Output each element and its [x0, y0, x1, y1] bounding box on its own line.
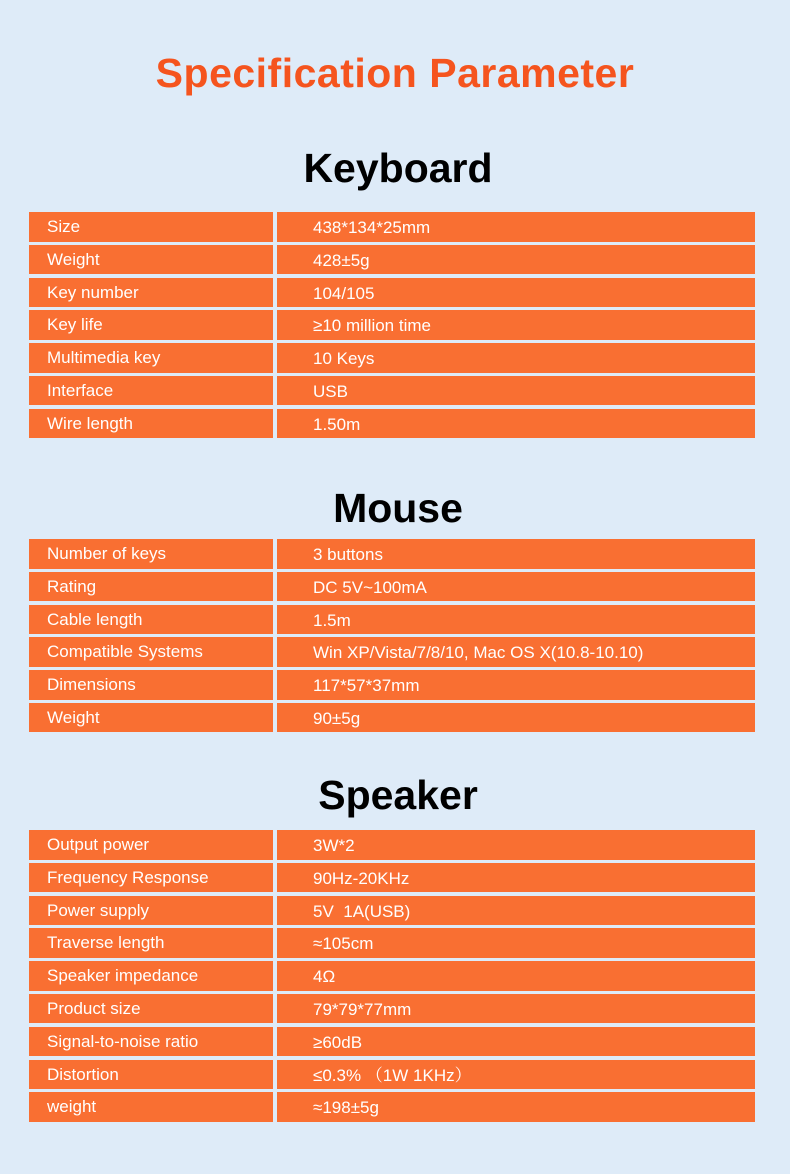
table-row: [29, 1027, 755, 1057]
spec-label: Size: [29, 212, 273, 242]
spec-value: 5V 1A(USB): [277, 896, 755, 926]
mouse-section-title: Mouse: [333, 485, 463, 531]
spec-label: Interface: [29, 376, 273, 406]
table-row: [29, 637, 755, 667]
spec-label: Dimensions: [29, 670, 273, 700]
spec-label: Output power: [29, 830, 273, 860]
table-row: [29, 212, 755, 242]
table-row: [29, 1060, 755, 1090]
spec-label: Speaker impedance: [29, 961, 273, 991]
spec-label: Multimedia key: [29, 343, 273, 373]
table-row: [29, 572, 755, 602]
spec-value: 117*57*37mm: [277, 670, 755, 700]
table-row: [29, 376, 755, 406]
spec-value: 79*79*77mm: [277, 994, 755, 1024]
keyboard-spec-table: [29, 212, 755, 442]
spec-value: USB: [277, 376, 755, 406]
spec-label: Wire length: [29, 409, 273, 439]
spec-value: 10 Keys: [277, 343, 755, 373]
spec-label: Signal-to-noise ratio: [29, 1027, 273, 1057]
spec-value: 90Hz-20KHz: [277, 863, 755, 893]
spec-value: 4Ω: [277, 961, 755, 991]
spec-value: ≤0.3% （1W 1KHz）: [277, 1060, 755, 1090]
table-row: [29, 310, 755, 340]
spec-label: Number of keys: [29, 539, 273, 569]
keyboard-section-title: Keyboard: [303, 145, 493, 191]
spec-value: ≥60dB: [277, 1027, 755, 1057]
spec-value: Win XP/Vista/7/8/10, Mac OS X(10.8-10.10): [277, 637, 755, 667]
spec-label: Cable length: [29, 605, 273, 635]
table-row: [29, 830, 755, 860]
spec-value: DC 5V~100mA: [277, 572, 755, 602]
table-row: [29, 994, 755, 1024]
spec-value: 1.50m: [277, 409, 755, 439]
table-row: [29, 1092, 755, 1122]
spec-label: weight: [29, 1092, 273, 1122]
spec-label: Power supply: [29, 896, 273, 926]
spec-label: Weight: [29, 703, 273, 733]
table-row: [29, 278, 755, 308]
spec-label: Compatible Systems: [29, 637, 273, 667]
table-row: [29, 896, 755, 926]
spec-label: Frequency Response: [29, 863, 273, 893]
table-row: [29, 928, 755, 958]
table-row: [29, 863, 755, 893]
table-row: [29, 343, 755, 373]
spec-label: Traverse length: [29, 928, 273, 958]
table-row: [29, 539, 755, 569]
spec-value: 428±5g: [277, 245, 755, 275]
table-row: [29, 605, 755, 635]
spec-value: 3 buttons: [277, 539, 755, 569]
table-row: [29, 703, 755, 733]
spec-value: 104/105: [277, 278, 755, 308]
speaker-spec-table: [29, 830, 755, 1125]
spec-value: ≈105cm: [277, 928, 755, 958]
spec-value: 438*134*25mm: [277, 212, 755, 242]
spec-value: ≥10 million time: [277, 310, 755, 340]
spec-value: ≈198±5g: [277, 1092, 755, 1122]
spec-label: Rating: [29, 572, 273, 602]
speaker-section-title: Speaker: [318, 772, 478, 818]
spec-label: Product size: [29, 994, 273, 1024]
spec-label: Key number: [29, 278, 273, 308]
mouse-spec-table: [29, 539, 755, 736]
spec-value: 90±5g: [277, 703, 755, 733]
table-row: [29, 670, 755, 700]
spec-label: Distortion: [29, 1060, 273, 1090]
spec-label: Key life: [29, 310, 273, 340]
spec-label: Weight: [29, 245, 273, 275]
spec-value: 3W*2: [277, 830, 755, 860]
table-row: [29, 961, 755, 991]
table-row: [29, 409, 755, 439]
spec-value: 1.5m: [277, 605, 755, 635]
page-title: Specification Parameter: [155, 50, 635, 96]
table-row: [29, 245, 755, 275]
